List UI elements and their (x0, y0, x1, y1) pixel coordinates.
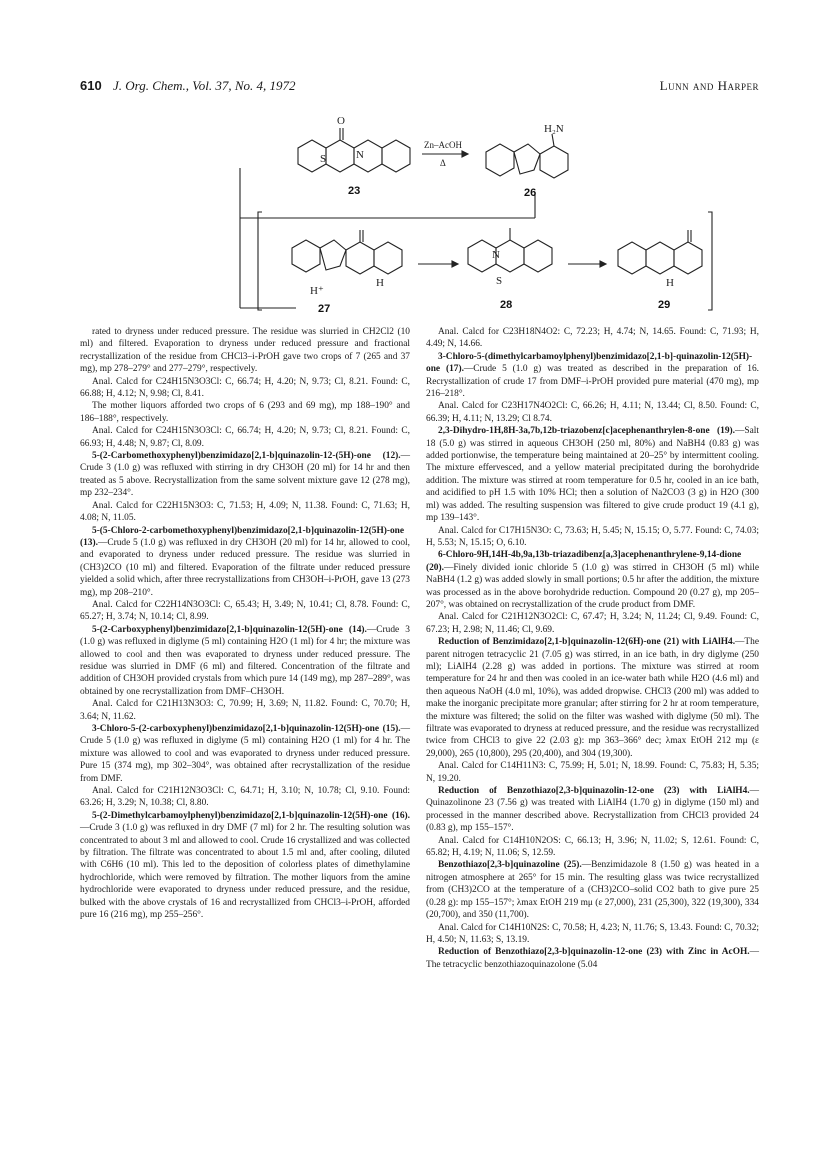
reagent-heat: Δ (440, 158, 446, 168)
procedure-title: 6-Chloro-9H,14H-4b,9a,13b-triazadibenz[a,3]acephenanthrylene-9,14-dione (20). (426, 550, 742, 573)
procedure-text: —Salt 18 (5.0 g) was stirred in aqueous CH3OH (250 ml, 80%) and NaBH4 (0.83 g) was added portionwise, the temperature being maintained at 20–25° by intermittent cooling. The mixture effervesced, and a yellow material precipitated during the borohydride addition. The mixture was stirred at room temperature for 0.5 hr, cooled in an ice bath, and acidified to pH 1.5 with 10% HCl; then a solution of Na2CO3 (3 g) in H2O (300 ml) was added. The resulting suspension was filtered to give crude product 19 (4.1 g), mp 139–143°. (426, 426, 759, 524)
compound-29-structure (618, 230, 702, 274)
atom-N-28: N (492, 249, 500, 261)
paragraph-anal: Anal. Calcd for C14H11N3: C, 75.99; H, 5.01; N, 18.99. Found: C, 75.83; H, 5.35; N, 19.20. (426, 761, 759, 784)
paragraph-heading (426, 425, 759, 524)
paragraph-text: The mother liquors afforded two crops of 6 (293 and 69 mg), mp 188–190° and 186–188°, respectively. (80, 401, 410, 424)
paragraph-heading (80, 723, 410, 785)
paragraph-anal: Anal. Calcd for C22H14N3O3Cl: C, 65.43; H, 3.49; N, 10.41; Cl, 8.78. Found: C, 65.27; H, 3.74; N, 10.14; Cl, 8.99. (80, 599, 410, 623)
procedure-title: 5-(2-Dimethylcarbamoylphenyl)benzimidazo[2,1-b]quinazolin-12(5H)-one (16). (92, 810, 410, 821)
procedure-text: —Quinazolinone 23 (7.56 g) was treated with LiAlH4 (1.70 g) in diglyme (150 ml) and processed in the manner described above. Recrystallization from CHCl3 provided 24 (0.83 g), mp 155–157°. (426, 786, 759, 834)
compound-26-structure (486, 134, 568, 178)
atom-O-23: O (337, 115, 345, 127)
procedure-title: Reduction of Benzothiazo[2,3-b]quinazolin-12-one (23) with LiAlH4. (438, 786, 750, 797)
label-23: 23 (348, 185, 361, 197)
procedure-text: —Crude 3 (1.0 g) was refluxed with stirring in dry CH3OH (20 ml) for 14 hr and then treated as 5 above. Recrystallization from the same solvent mixture gave 12 (278 mg), mp 232–234°. (80, 451, 410, 499)
atom-H-29: H (666, 277, 674, 289)
paragraph-heading (426, 351, 759, 401)
paragraph-anal: Anal. Calcd for C24H15N3O3Cl: C, 66.74; H, 4.20; N, 9.73; Cl, 8.21. Found: C, 66.93; H, 4.48; N, 9.87; Cl, 8.09. (80, 426, 410, 449)
procedure-title: 2,3-Dihydro-1H,8H-3a,7b,12b-triazobenz[c]acephenanthrylen-8-one (19). (438, 426, 736, 437)
procedure-text: —Crude 3 (1.0 g) was refluxed in dry DMF (7 ml) for 2 hr. The resulting solution was concentrated to about 3 ml and allowed to cool. Crude 16 crystallized and was collected by filtration. The filtrate was concentrated to about 1.5 ml and, after cooling, diluted with C6H6 (10 ml). This led to the deposition of colorless plates of dimethylamine hydrochloride, which were removed by filtration. The mother liquors from the amine hydrochloride were evaporated to dryness under reduced pressure, and the residue, bulked with the above crystals of 16 and recrystallized from CHCl3–i-PrOH, afforded pure 16 (216 mg), mp 255–256°. (80, 823, 410, 921)
author-names: Lunn and Harper (659, 78, 759, 93)
paragraph-anal: Anal. Calcd for C14H10N2OS: C, 66.13; H, 3.96; N, 11.02; S, 12.61. Found: C, 65.82; H, 4.19; N, 11.06; S, 12.59. (426, 835, 759, 859)
compound-27-structure (292, 230, 402, 274)
paragraph-anal: Anal. Calcd for C23H17N4O2Cl: C, 66.26; H, 4.11; N, 13.44; Cl, 8.50. Found: C, 66.39; H, 4.11; N, 13.29; Cl 8.74. (426, 401, 759, 424)
right-text-column (426, 326, 759, 971)
paragraph-anal: Anal. Calcd for C21H12N3O3Cl: C, 64.71; H, 3.10; N, 10.78; Cl, 9.10. Found: 63.26; H, 3.29; N, 10.38; Cl, 8.80. (80, 786, 410, 809)
paragraph-heading (426, 859, 759, 921)
paragraph-text: rated to dryness under reduced pressure. The residue was slurried in CH2Cl2 (10 ml) and filtered. Evaporation to dryness under reduced pressure and fractional recrystallization of the residue from CHCl3–i-PrOH gave two crops of 7 (265 and 37 mg), mp 278–279° and 277–279°, respectively. (80, 327, 410, 375)
atom-H2N-26: H₂N (544, 123, 564, 135)
paragraph-anal: Anal. Calcd for C22H15N3O3: C, 71.53; H, 4.09; N, 11.38. Found: C, 71.63; H, 4.08; N, 11.05. (80, 500, 410, 524)
reagent-label: Zn–AcOH (424, 140, 462, 150)
label-28: 28 (500, 299, 513, 311)
procedure-text: —The tetracyclic benzothiazoquinazolone (5.04 (426, 947, 759, 970)
procedure-text: —Finely divided ionic chloride 5 (1.0 g) was stirred in CH3OH (5 ml) while NaBH4 (1.2 g) was added slowly in small portions; 0.5 hr after the addition, the mixture was processed as in the above borohydride reduction. Compound 20 (0.27 g), mp 205–207°, was obtained on recrystallization of the crude product from DMF. (426, 562, 759, 610)
procedure-text: —The parent nitrogen tetracyclic 21 (7.05 g) was stirred, in an ice bath, in dry diglyme (250 ml); LiAlH4 (2.28 g) was added in portions. The mixture was stirred at room temperature for 24 hr and then was cooled in an ice-water bath while H2O (4.6 ml) and then aqueous NaOH (4.0 ml, 10%), was added dropwise. CHCl3 (200 ml) was added to make the inorganic precipitate more granular; after stirring for 2 hr at room temperature, the mixture was filtered; the solid on the filter was washed with diglyme (50 ml). The filtrate was evaporated to dryness at reduced pressure, and the residue was recrystallized twice from CHCl3 to give 22 (2.03 g): mp 363–366° dec; λmax EtOH 212 mμ (ε 29,000), 265 (10,800), 295 (20,400), and 304 (19,300). (426, 637, 759, 759)
paragraph-anal: Anal. Calcd for C21H13N3O3: C, 70.99; H, 3.69; N, 11.82. Found: C, 70.70; H, 3.64; N, 11.62. (80, 699, 410, 722)
journal-citation: J. Org. Chem., Vol. 37, No. 4, 1972 (112, 78, 296, 93)
procedure-text: —Crude 5 (1.0 g) was refluxed in dry CH3OH (20 ml) for 14 hr, allowed to cool, and evaporated to dryness under reduced pressure. The residue was slurried in (CH3)2CO (10 ml) and filtered. Evaporation of the filtrate under reduced pressure yielded a solid which, after three recrystallizations from CH3OH–i-PrOH, gave 13 (273 mg), mp 208–210°. (80, 537, 410, 598)
procedure-text: —Crude 3 (1.0 g) was refluxed in diglyme (5 ml) containing H2O (1 ml) for 4 hr; the mixture was allowed to cool and then was evaporated to dryness under reduced pressure. The residue was slurried in DMF (6 ml) and filtered. Concentration of the filtrate and addition of CH3OH provided crystals from which pure 14 (149 mg), mp 287–289°, was obtained by one recrystallization from DMF–CH3OH. (80, 624, 410, 697)
running-head-left (80, 78, 296, 94)
paragraph-anal: Anal. Calcd for C21H12N3O2Cl: C, 67.47; H, 3.24; N, 11.24; Cl, 9.49. Found: C, 67.23; H, 2.98; N, 11.46; Cl, 9.69. (426, 612, 759, 635)
paragraph-heading (426, 636, 759, 760)
procedure-text: —Crude 5 (1.0 g) was refluxed in diglyme (5 ml) containing H2O (1 ml) for 4 hr. The mixture was allowed to cool and was evaporated to dryness under reduced pressure. Pure 15 (374 mg), mp 302–304°, was obtained after recrystallization of the residue from DMF. (80, 724, 410, 784)
paragraph-anal: Anal. Calcd for C14H10N2S: C, 70.58; H, 4.23; N, 11.76; S, 13.43. Found: C, 70.32; H, 4.50; N, 11.63; S, 13.19. (426, 922, 759, 945)
procedure-title: 5-(2-Carboxyphenyl)benzimidazo[2,1-b]quinazolin-12(5H)-one (14). (92, 624, 367, 635)
compound-23-structure (298, 128, 410, 172)
atom-H-27: H (376, 277, 384, 289)
running-head (80, 78, 759, 98)
paragraph-heading (80, 810, 410, 922)
page-number: 610 (80, 78, 102, 93)
paragraph-anal: Anal. Calcd for C23H18N4O2: C, 72.23; H, 4.74; N, 14.65. Found: C, 71.93; H, 4.49; N, 14.66. (426, 327, 759, 350)
procedure-text: —Crude 5 (1.0 g) was treated as described in the preparation of 16. Recrystallization of crude 17 from DMF–i-PrOH provided pure material (470 mg), mp 216–218°. (426, 364, 759, 400)
paragraph-heading (426, 549, 759, 611)
reaction-scheme-figure (200, 108, 760, 320)
atom-N-23: N (356, 149, 364, 161)
paragraph-heading (80, 624, 410, 698)
left-text-column (80, 326, 410, 922)
label-27: 27 (318, 303, 331, 315)
procedure-title: Reduction of Benzimidazo[2,1-b]quinazolin-12(6H)-one (21) with LiAlH4. (438, 637, 736, 648)
procedure-text: —Benzimidazole 8 (1.50 g) was heated in a nitrogen atmosphere at 265° for 15 min. The resulting glass was twice recrystallized from (CH3)2CO at the temperature of a (CH3)2CO–solid CO2 bath to give pure 25 (0.28 g): mp 155–157°; λmax EtOH 219 mμ (ε 27,000), 231 (25,300), 322 (19,300), 334 (20,700), and 350 (11,700). (426, 860, 759, 921)
atom-S-28: S (496, 275, 503, 287)
label-29: 29 (658, 299, 671, 311)
procedure-title: 5-(2-Carbomethoxyphenyl)benzimidazo[2,1-b]quinazolin-12-(5H)-one (12). (92, 451, 401, 462)
paragraph-heading (80, 450, 410, 500)
procedure-title: 3-Chloro-5-(dimethylcarbamoylphenyl)benzimidazo[2,1-b]-quinazolin-12(5H)-one (17). (426, 351, 753, 375)
atom-S-23: S (320, 153, 327, 165)
paragraph-heading (426, 946, 759, 971)
label-26: 26 (524, 187, 537, 199)
procedure-title: 3-Chloro-5-(2-carboxyphenyl)benzimidazo[2,1-b]quinazolin-12(5H)-one (15). (92, 724, 401, 734)
paragraph-anal: Anal. Calcd for C24H15N3O3Cl: C, 66.74; H, 4.20; N, 9.73; Cl, 8.21. Found: C, 66.88; H, 4.12; N, 9.98; Cl, 8.41. (80, 376, 410, 400)
paragraph-heading (80, 525, 410, 599)
compound-28-structure (468, 228, 552, 272)
paragraph-anal: Anal. Calcd for C17H15N3O: C, 73.63; H, 5.45; N, 15.15; O, 5.77. Found: C, 74.03; H, 5.53; N, 15.15; O, 6.10. (426, 525, 759, 548)
procedure-title: Reduction of Benzothiazo[2,3-b]quinazolin-12-one (23) with Zinc in AcOH. (438, 947, 750, 958)
procedure-title: Benzothiazo[2,3-b]quinazoline (25). (438, 860, 582, 871)
reaction-scheme (200, 108, 760, 320)
paragraph-heading (426, 785, 759, 835)
procedure-title: 5-(5-Chloro-2-carbomethoxyphenyl)benzimidazo[2,1-b]quinazolin-12(5H)-one (13). (80, 525, 405, 548)
atom-H-plus-27: H⁺ (310, 285, 324, 297)
